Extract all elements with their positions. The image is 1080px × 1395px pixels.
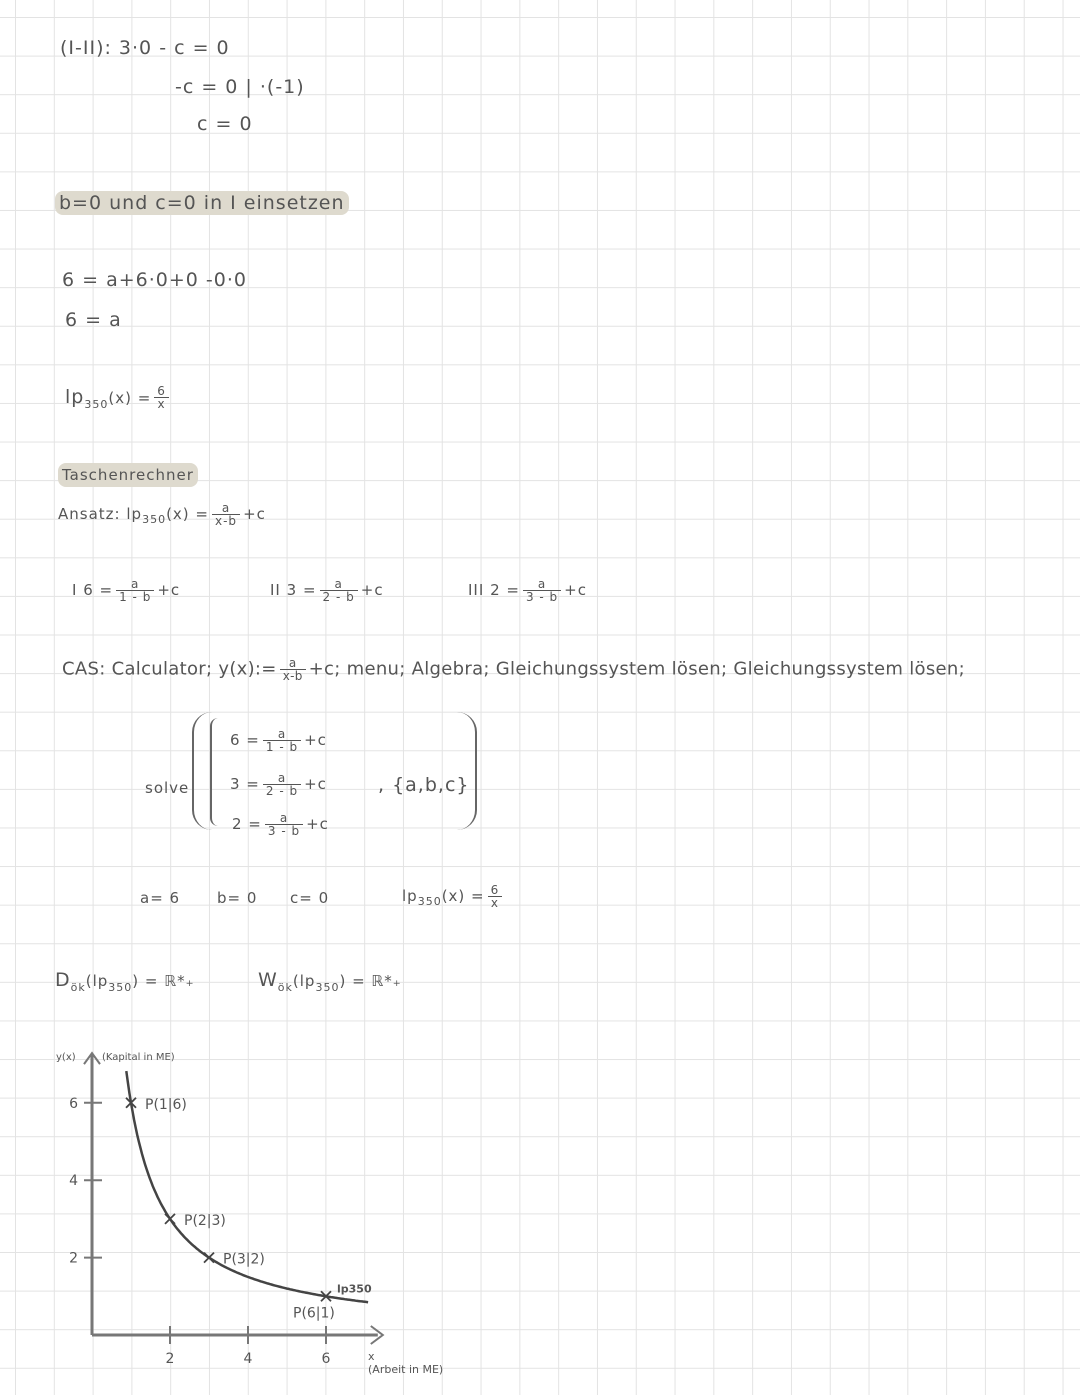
step-line-1: (I-II): 3·0 - c = 0 bbox=[60, 37, 230, 59]
x-axis-label: x bbox=[368, 1350, 375, 1363]
solve-row-2: 3 = $\frac{a}{2 - b}$ +c bbox=[230, 771, 327, 798]
step-line-3: c = 0 bbox=[197, 113, 253, 135]
left-brace bbox=[210, 718, 222, 826]
function-graph bbox=[0, 1040, 520, 1395]
y-axis-unit: (Kapital in ME) bbox=[102, 1052, 175, 1064]
insert-line-1: 6 = a+6·0+0 -0·0 bbox=[62, 269, 247, 291]
curve-label: lp350 bbox=[337, 1282, 372, 1296]
equation-1: I 6 = $\frac{a}{1 - b}$ +c bbox=[72, 577, 181, 604]
point-marker bbox=[204, 1253, 214, 1263]
point-marker bbox=[165, 1214, 175, 1224]
y-tick-label: 6 bbox=[69, 1095, 78, 1112]
solution-function: $lp_{350}(x)$ = $\frac{6}{x}$ bbox=[402, 884, 505, 914]
solve-variables: , {a,b,c} bbox=[378, 774, 470, 796]
cas-instructions: CAS: Calculator; y(x):= $\frac{a}{x-b}$ +c; menu; Algebra; Gleichungssystem lösen; Gleichungssystem lösen; bbox=[62, 656, 965, 683]
ansatz: Ansatz: $lp_{350}(x)$ = $\frac{a}{x-b}$ +c bbox=[58, 501, 266, 528]
domain-definition: $D_{ök}(lp_{350})$ = ℝ*₊ bbox=[55, 969, 195, 994]
insert-line-2: 6 = a bbox=[65, 309, 122, 331]
solution-a: a= 6 bbox=[140, 889, 181, 907]
solve-word: solve bbox=[145, 779, 190, 797]
heading-insert: b=0 und c=0 in I einsetzen bbox=[55, 191, 349, 215]
x-tick-label: 4 bbox=[243, 1351, 253, 1367]
result-function: $lp_{350}(x)$ = $\frac{6}{x}$ bbox=[65, 385, 172, 417]
equation-2: II 3 = $\frac{a}{2 - b}$ +c bbox=[270, 577, 384, 604]
solve-row-1: 6 = $\frac{a}{1 - b}$ +c bbox=[230, 727, 327, 754]
range-definition: $W_{ök}(lp_{350})$ = ℝ*₊ bbox=[258, 969, 402, 994]
x-axis-unit: (Arbeit in ME) bbox=[368, 1363, 444, 1376]
y-axis-label: y(x) bbox=[56, 1052, 76, 1064]
y-tick-label: 4 bbox=[69, 1173, 78, 1190]
equation-3: III 2 = $\frac{a}{3 - b}$ +c bbox=[468, 577, 587, 604]
solution-c: c= 0 bbox=[290, 889, 330, 907]
point-label: P(1|6) bbox=[145, 1096, 187, 1113]
y-tick-label: 2 bbox=[69, 1250, 78, 1267]
right-paren bbox=[455, 712, 477, 830]
step-line-2: -c = 0 | ·(-1) bbox=[175, 76, 305, 98]
heading-calculator: Taschenrechner bbox=[58, 463, 198, 487]
x-tick-label: 6 bbox=[321, 1351, 331, 1367]
solution-b: b= 0 bbox=[217, 889, 258, 907]
point-label: P(2|3) bbox=[184, 1212, 226, 1229]
solve-row-3: 2 = $\frac{a}{3 - b}$ +c bbox=[232, 811, 329, 838]
point-label: P(6|1) bbox=[293, 1305, 335, 1322]
x-tick-label: 2 bbox=[165, 1351, 175, 1367]
point-label: P(3|2) bbox=[223, 1251, 265, 1268]
